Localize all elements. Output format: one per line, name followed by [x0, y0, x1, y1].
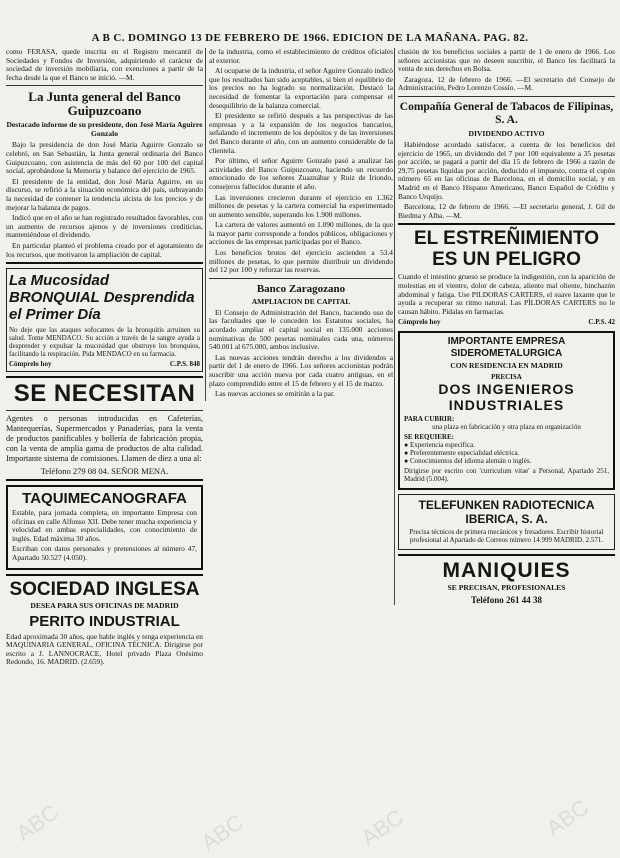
- siderometalurgica-title: IMPORTANTE EMPRESA SIDEROMETALURGICA: [447, 336, 566, 360]
- divider: [6, 410, 203, 411]
- junta-title: La Junta general del Banco Guipuzcoano: [28, 89, 181, 119]
- tabacos-subtitle: DIVIDENDO ACTIVO: [468, 128, 545, 138]
- divider: [209, 278, 393, 279]
- siderometalurgica-requiere: SE REQUIERE:: [404, 433, 454, 442]
- junta-paragraph: Bajo la presidencia de don José María Aguirre Gonzalo se celebró, en San Sebastián, la Junta general ordinaria del Banco Guipuzcoano, con asistencia de más del 60 por 100 del capital social, aprobándose la Memoria y balance del ejercicio de 1965.: [6, 140, 203, 176]
- sociedad-inglesa-body: Edad aproximada 30 años, que hable inglés y tenga experiencia en MAQUINARIA GENERAL, OFICINA TÉCNICA. Dirigirse por escrito a J. LANNOCRACE, Hotel privado Plaza Onésimo Redondo, 16. MADRID. (2.659).: [6, 631, 203, 667]
- estrenimiento-title: EL ESTREÑIMIENTO ES UN PELIGRO: [413, 228, 600, 271]
- telefunken-ad: [398, 494, 615, 550]
- divider: [6, 574, 203, 576]
- taquimecanografa-body: Estable, para jornada completa, en importante Empresa con oficinas en calle Alfonso XII. Debe tener mucha experiencia y velocidad en ambas especialidades, con conocimiento de inglés. Edad máxima 30 años.: [12, 508, 197, 543]
- sociedad-inglesa-title: SOCIEDAD INGLESA: [9, 578, 200, 600]
- banco-zaragozano-subtitle: AMPLIACION DE CAPITAL: [251, 296, 351, 306]
- tabacos-title: Compañía General de Tabacos de Filipinas, S. A.: [399, 100, 614, 126]
- taquimecanografa-contact: Escriban con datos personales y pretensiones al número 47, Apartado 50.527 (4.050).: [12, 544, 197, 563]
- requirement-text: Conocimientos del idioma alemán o inglés.: [409, 457, 532, 466]
- estrenimiento-code: C.P.S. 42: [588, 318, 615, 327]
- banco-paragraph: Las nuevas acciones tendrán derecho a los dividendos a partir del 1 de enero de 1966. Los señores accionistas podrán suscribir una acción nueva por cada cuatro antiguas, en el plazo comprendido entre el 15 de febrero y el 15 de marzo.: [209, 352, 393, 388]
- siderometalurgica-precisa: PRECISA: [491, 373, 522, 382]
- banco-paragraph: El Consejo de Administración del Banco, haciendo uso de las facultades que le conceden los Estatutos sociales, ha acordado ampliar el capital social en 135.000 acciones nominativas de 500 pesetas nominales cada una, números 540.001 al 675.000, ambos inclusive.: [209, 307, 393, 352]
- column-1: [6, 48, 203, 669]
- siderometalurgica-contact: Dirigirse por escrito con 'curriculum vitae' a Personal, Apartado 251, Madrid (5.004).: [404, 467, 609, 484]
- watermark-logo: ABC: [356, 804, 409, 851]
- tabacos-body: Habiéndose acordado satisfacer, a cuenta de los beneficios del ejercicio de 1965, un dividendo del 7 por 100 equivalente a 35 pesetas por acción, se pagará a partir del día 15 de febrero de 1966 a razón de 29,75 pesetas líquidas por acción, deducido el impuesto, contra el cupón número 65 en las oficinas de Barcelona, en el domicilio social, y en Madrid en el Banco Hispano Americano, Banco Español de Crédito y Banco Urquijo.: [398, 139, 615, 201]
- se-necesitan-body: Agentes o personas introducidas en Cafeterías, Mantequerías, Supermercados y Panaderías, para la venta de productos panificables y bollería de fabricación propia, con la venta de amplia gama de productos de alta calidad. Importante sistema de comisiones. Llamen de diez a una al:: [6, 414, 203, 464]
- telefunken-body: Precisa técnicos de primera mecánicos y fresadores. Escribir historial profesional al Apartado de Correos número 14.999 MADRID. 2.571.: [409, 528, 604, 545]
- siderometalurgica-plazas: una plaza en fabricación y otra plaza en organización: [432, 423, 581, 432]
- siderometalurgica-subtitle: CON RESIDENCIA EN MADRID: [450, 361, 563, 371]
- telefunken-title: TELEFUNKEN RADIOTECNICA IBERICA, S. A.: [418, 498, 595, 527]
- junta-paragraph: El presidente de la entidad, don José María Aguirre, en su discurso, se refirió a la situación económica del país, subrayando la necesidad de contener la tendencia alcista de los precios y de mejorar la balanza de pagos.: [6, 176, 203, 212]
- divider: [6, 262, 203, 264]
- col2-paragraph: Por último, el señor Aguirre Gonzalo pasó a analizar las actividades del Banco Guipuzcoano, haciendo un recuerdo emocionado de los señores Zuaznábar y Ruiz de Iriondo, consejeros fallecidos durante el año.: [209, 156, 393, 191]
- tabacos-signature: Barcelona, 12 de febrero de 1966. —El secretario general, J. Gil de Biedma y Alba. —M.: [398, 202, 615, 220]
- mendaco-tag: Cómprelo hoy: [9, 360, 52, 369]
- column-3: [394, 48, 615, 605]
- mendaco-code: C.P.S. 848: [169, 360, 200, 369]
- siderometalurgica-para-cubrir: PARA CUBRIR:: [404, 415, 455, 424]
- divider: [398, 96, 615, 97]
- col2-paragraph: Los beneficios brutos del ejercicio ascienden a 53.4 millones de pesetas, lo que permite distribuir un dividendo del 12 por 100 y reforzar las reservas.: [209, 248, 393, 275]
- estrenimiento-body: Cuando el intestino grueso se produce la indigestión, con la aparición de molestias en el vientre, dolor de cabeza, aliento mal oliente, hinchazón abdominal y fatiga. Use PILDORAS CARTERS, el suave laxante que le ayuda a recuperar su ritmo natural. Las PÍLDORAS CARTERS no le causan hábito. Pídalas en farmacias.: [398, 272, 615, 316]
- mendaco-footer: [9, 360, 200, 368]
- col2-paragraph: El presidente se refirió después a las perspectivas de las empresas y a la expansión de los negocios bancarios, señalando el incremento de los depósitos y de las inversiones del Banco durante el año, con un aumento considerable de la clientela.: [209, 111, 393, 155]
- col3-intro: clusión de los beneficios sociales a partir de 1 de enero de 1966. Los señores accionistas que no deseen suscribir, el Banco les facilitará la venta de sus derechos en Bolsa.: [398, 48, 615, 74]
- mendaco-title: La Mucosidad BRONQUIAL Desprendida el Primer Día: [9, 272, 195, 324]
- taquimecanografa-title: TAQUIMECANOGRAFA: [22, 490, 187, 508]
- col2-paragraph: La cartera de valores aumentó en 1.090 millones, de la que la mayor parte corresponde a fondos públicos, obligaciones y acciones de las empresas participadas por el Banco.: [209, 220, 393, 247]
- estrenimiento-footer: [398, 318, 615, 326]
- requirement-text: Preferentemente especialidad eléctrica.: [409, 449, 520, 458]
- divider: [6, 85, 203, 86]
- se-necesitan-contact: Teléfono 279 08 04. SEÑOR MENA.: [40, 466, 169, 477]
- requirement-item: ● Preferentemente especialidad eléctrica.: [404, 449, 520, 458]
- page-header: A B C. DOMINGO 13 DE FEBRERO DE 1966. EDICION DE LA MAÑANA. PAG. 82.: [91, 32, 529, 44]
- siderometalurgica-ad: [398, 331, 615, 490]
- divider: [398, 554, 615, 556]
- requirement-text: Experiencia específica.: [409, 441, 475, 450]
- divider: [398, 223, 615, 225]
- col2-paragraph: Al ocuparse de la industria, el señor Aguirre Gonzalo indicó que los resultados han sido aceptables, si bien el equilibrio de los precios no ha logrado su normalización. Destacó la necesidad de fomentar la exportación para compensar el desequilibrio de la balanza comercial.: [209, 66, 393, 110]
- divider: [6, 376, 203, 378]
- maniquies-subtitle: SE PRECISAN, PROFESIONALES: [447, 583, 566, 593]
- junta-subtitle: Destacado informe de su presidente, don José María Aguirre Gonzalo: [6, 120, 203, 139]
- col2-paragraph: Las inversiones crecieron durante el ejercicio en 1.362 millones de pesetas y la cartera comercial ha experimentado un aumento sensible, superando los 1.900 millones.: [209, 192, 393, 219]
- mendaco-body: No deje que las ataques sofocantes de la bronquitis arruinen su salud. Tome MENDACO. Su acción a través de la sangre ayuda a desprender y expulsar la mucosidad que obstruye los bronquios, facilitando la respiración. Pida MENDACO en su farmacia.: [9, 326, 200, 359]
- col1-intro: como FERASA, quede inscrita en el Registro mercantil de Sociedades y Fondos de Inversión, adquiriendo el carácter de sociedad de inversión mobiliaria, con exenciones a partir de la fecha desde la que el Banco se inició. —M.: [6, 48, 203, 82]
- se-necesitan-title: SE NECESITAN: [13, 380, 196, 408]
- col2-paragraph: de la industria, como el establecimiento de créditos oficiales al exterior.: [209, 48, 393, 65]
- maniquies-phone: Teléfono 261 44 38: [471, 595, 542, 606]
- watermark-logo: ABC: [541, 794, 594, 841]
- requirement-item: ● Experiencia específica.: [404, 441, 475, 450]
- junta-paragraph: En particular planteó el problema creado por el agotamiento de los recursos, que motivaron la ampliación de capital.: [6, 240, 203, 259]
- watermark-logo: ABC: [196, 809, 249, 856]
- requirement-item: ● Conocimientos del idioma alemán o inglés.: [404, 457, 532, 466]
- junta-paragraph: Indicó que en el año se han registrado resultados favorables, con un aumento de recursos ajenos y de inversiones crediticias, manteniéndose el dividendo.: [6, 213, 203, 240]
- divider: [6, 479, 203, 481]
- maniquies-title: MANIQUIES: [442, 559, 571, 583]
- siderometalurgica-post: DOS INGENIEROS INDUSTRIALES: [438, 381, 575, 414]
- banco-paragraph: Las nuevas acciones se emitirán a la par.: [215, 389, 335, 399]
- estrenimiento-tag: Cómprelo hoy: [398, 318, 441, 327]
- banco-zaragozano-title: Banco Zaragozano: [256, 282, 346, 295]
- column-2: [205, 48, 393, 401]
- mendaco-ad: [6, 268, 203, 372]
- sociedad-inglesa-post: PERITO INDUSTRIAL: [29, 612, 180, 630]
- taquimecanografa-ad: [6, 485, 203, 570]
- col3-intro-signature: Zaragoza, 12 de febrero de 1966. —El secretario del Consejo de Administración, Pedro Lorenzo Cossío. —M.: [398, 74, 615, 93]
- sociedad-inglesa-subtitle: DESEA PARA SUS OFICINAS DE MADRID: [30, 600, 179, 610]
- watermark-logo: ABC: [11, 799, 64, 846]
